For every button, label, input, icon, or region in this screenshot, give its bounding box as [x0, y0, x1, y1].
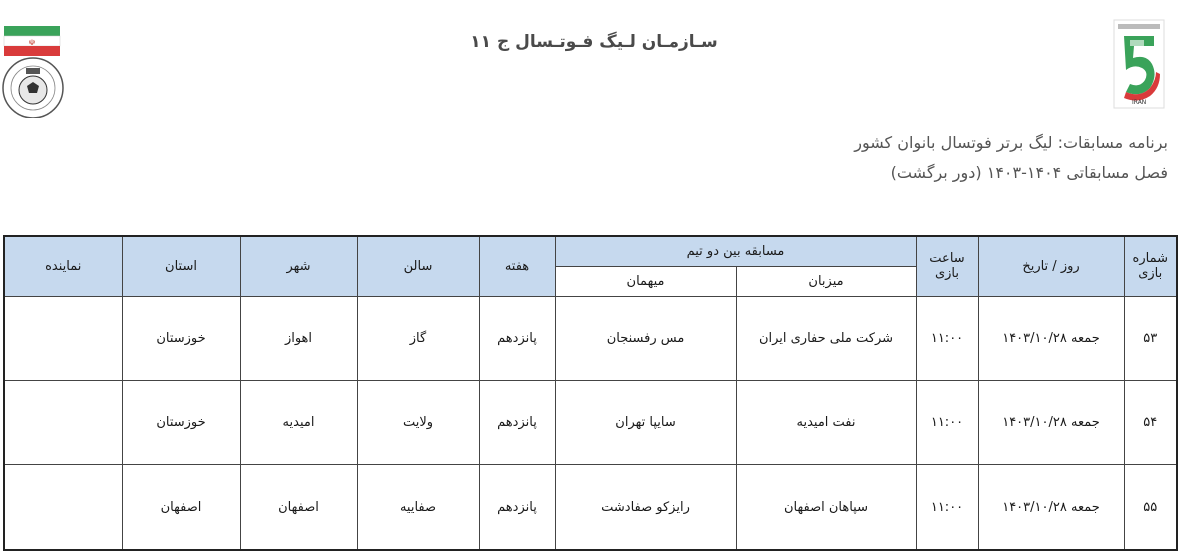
season-name: فصل مسابقاتی ۱۴۰۴-۱۴۰۳ (دور برگشت) — [890, 163, 1168, 182]
province-cell: اصفهان — [122, 465, 240, 550]
host-cell: نفت امیدیه — [736, 380, 916, 464]
city-cell: امیدیه — [240, 380, 357, 464]
venue-cell: صفاییه — [357, 465, 479, 550]
table-row — [4, 465, 1177, 550]
week-cell: پانزدهم — [479, 380, 555, 464]
city-cell: اصفهان — [240, 465, 357, 550]
guest-cell: سایپا تهران — [555, 380, 736, 464]
host-cell: شرکت ملی حفاری ایران — [736, 296, 916, 380]
game-number-cell: ۵۵ — [1124, 465, 1177, 550]
province-cell: خوزستان — [122, 296, 240, 380]
header-representative: نماینده — [4, 236, 122, 296]
guest-cell: مس رفسنجان — [555, 296, 736, 380]
table-row — [4, 296, 1177, 380]
svg-text:☫: ☫ — [28, 38, 36, 47]
day-date-cell: جمعه ۱۴۰۳/۱۰/۲۸ — [978, 296, 1124, 380]
competition-info — [854, 128, 1168, 188]
representative-cell — [4, 380, 122, 464]
header-host: میزبان — [736, 266, 916, 296]
province-cell: خوزستان — [122, 380, 240, 464]
venue-cell: ولایت — [357, 380, 479, 464]
header-city: شهر — [240, 236, 357, 296]
header-match-between: مسابقه بین دو تیم — [555, 236, 916, 266]
day-date-cell: جمعه ۱۴۰۳/۱۰/۲۸ — [978, 465, 1124, 550]
week-cell: پانزدهم — [479, 465, 555, 550]
time-cell: ۱۱:۰۰ — [916, 380, 978, 464]
match-schedule-table — [3, 235, 1178, 551]
header-game-number: شماره بازی — [1124, 236, 1177, 296]
organization-title: سـازمـان لـیگ فـوتـسال ج ۱۱ — [470, 32, 718, 52]
time-cell: ۱۱:۰۰ — [916, 465, 978, 550]
representative-cell — [4, 296, 122, 380]
week-cell: پانزدهم — [479, 296, 555, 380]
svg-text:IRAN: IRAN — [1132, 99, 1147, 106]
time-cell: ۱۱:۰۰ — [916, 296, 978, 380]
header-day-date: روز / تاریخ — [978, 236, 1124, 296]
representative-cell — [4, 465, 122, 550]
game-number-cell: ۵۳ — [1124, 296, 1177, 380]
header-venue: سالن — [357, 236, 479, 296]
host-cell: سپاهان اصفهان — [736, 465, 916, 550]
header-province: استان — [122, 236, 240, 296]
header-guest: میهمان — [555, 266, 736, 296]
day-date-cell: جمعه ۱۴۰۳/۱۰/۲۸ — [978, 380, 1124, 464]
header-week: هفته — [479, 236, 555, 296]
guest-cell: رایزکو صفادشت — [555, 465, 736, 550]
venue-cell: گاز — [357, 296, 479, 380]
city-cell: اهواز — [240, 296, 357, 380]
table-row — [4, 380, 1177, 464]
header-time: ساعت بازی — [916, 236, 978, 296]
game-number-cell: ۵۴ — [1124, 380, 1177, 464]
competition-name: برنامه مسابقات: لیگ برتر فوتسال بانوان کشور — [854, 133, 1168, 152]
